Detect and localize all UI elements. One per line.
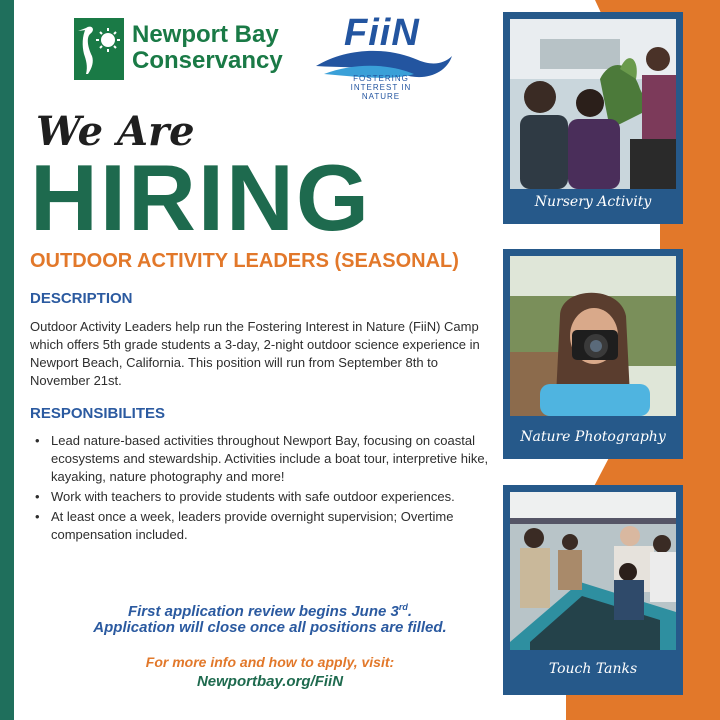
- nursery-photo: [510, 19, 676, 189]
- photo-card-touch-tanks: [503, 485, 683, 695]
- date-suffix: rd: [398, 602, 408, 612]
- responsibilities-title: RESPONSIBILITES: [30, 405, 166, 422]
- fiin-wordmark: FiiN: [344, 12, 420, 54]
- touch-tanks-photo: [510, 492, 676, 650]
- photo-caption: Nature Photography: [520, 429, 666, 445]
- review-date-text: First application review begins June 3: [127, 603, 399, 620]
- role-title: OUTDOOR ACTIVITY LEADERS (SEASONAL): [30, 250, 459, 272]
- conservancy-name-line1: Newport Bay: [132, 21, 279, 48]
- fiin-logo: [306, 8, 456, 100]
- description-body: Outdoor Activity Leaders help run the Fostering Interest in Nature (FiiN) Camp which offers 5th grade students a 3-day, 2-night outdoor science experience in Newport Beach, California. This position will run from September 8th to November 21st.: [30, 319, 480, 388]
- photo-card-nursery: [503, 12, 683, 224]
- newport-bay-conservancy-logo: [74, 16, 284, 84]
- responsibilities-list: [30, 432, 523, 546]
- hiring-heading: HIRING: [30, 145, 371, 250]
- photo-card-photography: [503, 249, 683, 459]
- fiin-tagline-3: NATURE: [361, 92, 401, 101]
- review-period: .: [407, 603, 413, 620]
- more-info-text: For more info and how to apply, visit:: [145, 654, 395, 670]
- fiin-tagline-1: FOSTERING: [353, 74, 409, 83]
- conservancy-name-line2: Conservancy: [132, 47, 283, 74]
- fiin-tagline-2: INTEREST IN: [350, 83, 412, 92]
- list-item: • At least once a week, leaders provide overnight supervision; Overtime compensation included.: [51, 508, 523, 544]
- list-item: • Work with teachers to provide students with safe outdoor experiences.: [51, 488, 523, 506]
- photo-caption: Nursery Activity: [534, 194, 652, 210]
- description-title: DESCRIPTION: [30, 290, 133, 307]
- heron-sun-icon: [74, 18, 124, 80]
- we-are-heading: We Are: [36, 108, 195, 155]
- application-close-notice: Application will close once all positions are filled.: [93, 619, 447, 636]
- apply-link[interactable]: Newportbay.org/FiiN: [196, 673, 344, 690]
- list-item: • Lead nature-based activities throughout Newport Bay, focusing on coastal ecosystems and stewardship. Activities include a boat tour, interpretive hike, kayaking, nature photography and more!: [51, 432, 523, 486]
- photo-caption: Touch Tanks: [548, 661, 638, 677]
- photography-photo: [510, 256, 676, 416]
